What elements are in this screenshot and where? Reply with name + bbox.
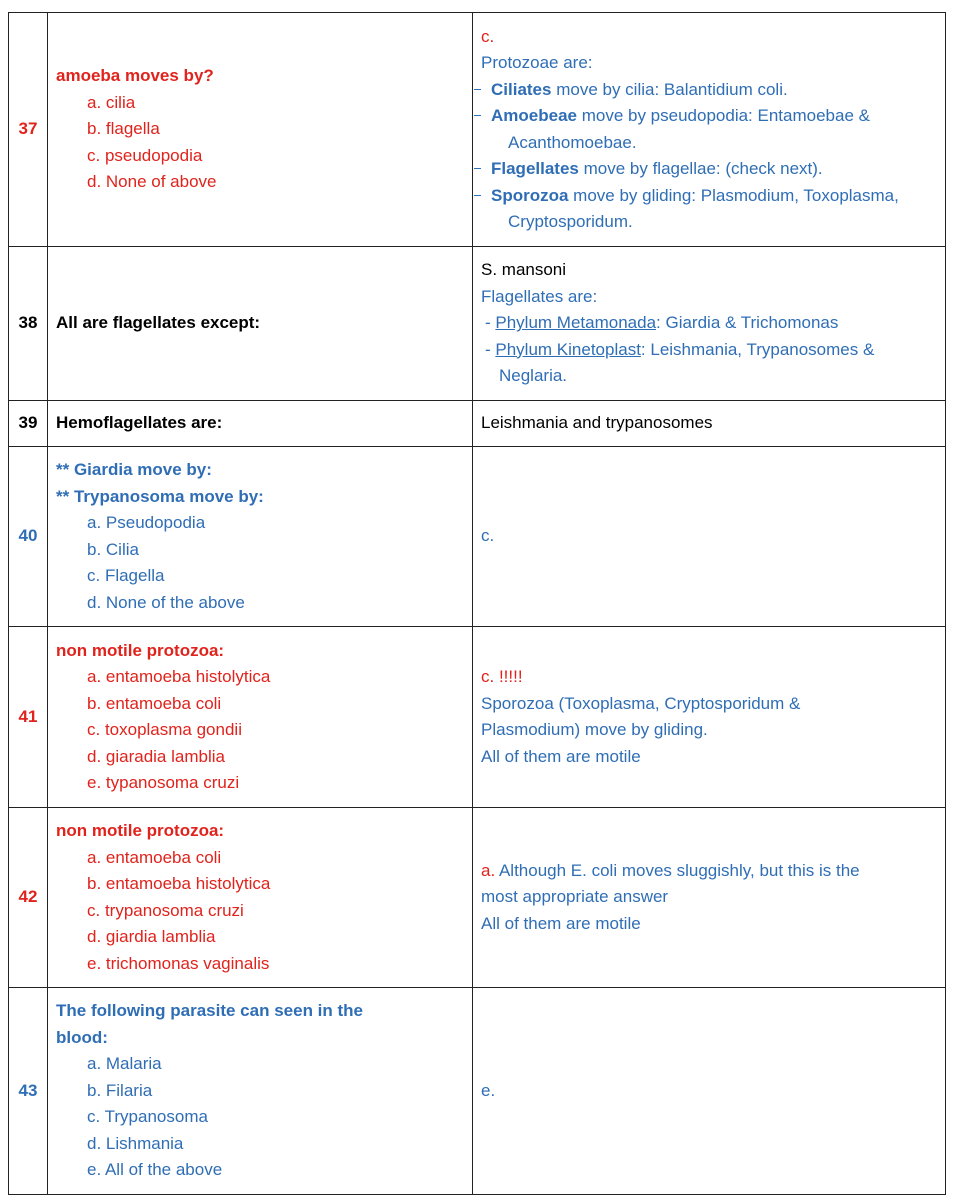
question-number: 40	[9, 447, 48, 627]
question-text: non motile protozoa:	[56, 821, 225, 840]
answer-cell	[473, 13, 946, 247]
table-row	[9, 988, 946, 1195]
table-row	[9, 447, 946, 627]
phylum-name: Phylum Metamonada	[495, 313, 657, 333]
question-cell	[48, 988, 473, 1195]
option-item: d. None of above	[87, 172, 217, 192]
answer-cell	[473, 808, 946, 988]
option-item: c. Flagella	[87, 566, 165, 585]
question-number: 39	[9, 401, 48, 447]
option-item: a. entamoeba coli	[87, 847, 222, 867]
option-item: a. Pseudopodia	[87, 513, 206, 532]
option-item: b. entamoeba histolytica	[87, 874, 271, 893]
answer-intro: Flagellates are:	[481, 286, 598, 306]
option-item: d. None of the above	[87, 592, 245, 612]
bullet-text: move by pseudopodia: Entamoebae &	[576, 106, 870, 125]
answer-main: e.	[481, 1080, 496, 1100]
option-item: c. Trypanosoma	[87, 1107, 208, 1127]
phylum-members: : Giardia & Trichomonas	[656, 313, 839, 333]
answer-line: All of them are motile	[481, 746, 641, 766]
answer-bullet	[481, 103, 937, 130]
question-text: All are flagellates except:	[56, 313, 261, 333]
question-text: amoeba moves by?	[56, 66, 214, 86]
answer-line: All of them are motile	[481, 913, 641, 933]
answer-main: S. mansoni	[481, 260, 567, 280]
answer-cell	[473, 988, 946, 1195]
question-cell	[48, 447, 473, 627]
option-item: a. Malaria	[87, 1054, 162, 1074]
option-item: d. giardia lamblia	[87, 927, 216, 946]
option-item: a. entamoeba histolytica	[87, 667, 271, 686]
option-item: c. trypanosoma cruzi	[87, 900, 244, 920]
answer-first-line	[481, 858, 937, 885]
question-cell	[48, 13, 473, 247]
option-item: d. giaradia lamblia	[87, 746, 225, 766]
answer-intro: Protozoae are:	[481, 53, 593, 72]
option-item: b. flagella	[87, 119, 160, 139]
question-text: Hemoflagellates are:	[56, 413, 223, 433]
question-number: 37	[9, 13, 48, 247]
question-cell	[48, 627, 473, 808]
question-number: 38	[9, 247, 48, 401]
question-text: The following parasite can seen in the	[56, 1001, 364, 1021]
question-cell	[48, 401, 473, 447]
question-number: 43	[9, 988, 48, 1195]
answer-main: c.	[481, 526, 495, 546]
answer-letter: c.	[481, 26, 495, 46]
table-row	[9, 247, 946, 401]
item-continuation: Neglaria.	[499, 366, 568, 386]
answer-cell	[473, 401, 946, 447]
bullet-continuation: Cryptosporidum.	[508, 212, 633, 231]
answer-cell	[473, 627, 946, 808]
answer-bullet	[481, 156, 937, 183]
option-item: b. Cilia	[87, 539, 139, 559]
bullet-text: move by flagellae: (check next).	[578, 159, 823, 178]
answer-item: - Phylum Kinetoplast: Leishmania, Trypanosomes &	[485, 339, 875, 359]
answer-line: Plasmodium) move by gliding.	[481, 720, 708, 739]
question-number: 42	[9, 808, 48, 988]
answer-text: Although E. coli moves sluggishly, but this is the	[495, 860, 860, 880]
answer-bullet	[481, 77, 937, 104]
option-item: b. entamoeba coli	[87, 693, 222, 713]
phylum-name: Phylum Kinetoplast	[495, 339, 641, 359]
phylum-members: : Leishmania, Trypanosomes &	[640, 339, 875, 359]
table-row	[9, 401, 946, 447]
question-text: ** Giardia move by:	[56, 460, 212, 479]
option-item: e. All of the above	[87, 1160, 223, 1180]
answer-line: Sporozoa (Toxoplasma, Cryptosporidum &	[481, 693, 801, 713]
option-item: e. typanosoma cruzi	[87, 773, 240, 792]
questions-table	[8, 12, 946, 1195]
question-text: ** Trypanosoma move by:	[56, 486, 264, 506]
answer-line: most appropriate answer	[481, 887, 669, 907]
table-row	[9, 627, 946, 808]
option-item: e. trichomonas vaginalis	[87, 953, 270, 973]
option-item: c. pseudopodia	[87, 145, 203, 165]
bullet-term: Amoebeae	[491, 106, 577, 125]
bullet-term: Sporozoa	[491, 185, 569, 205]
question-cell	[48, 808, 473, 988]
answer-letter: c. !!!!!	[481, 667, 523, 686]
bullet-text: move by cilia: Balantidium coli.	[551, 79, 788, 99]
bullet-term: Ciliates	[491, 79, 552, 99]
answer-bullet	[481, 183, 937, 210]
table-row	[9, 13, 946, 247]
answer-item: - Phylum Metamonada: Giardia & Trichomonas	[485, 313, 839, 333]
answer-letter: a.	[481, 860, 496, 880]
question-number: 41	[9, 627, 48, 808]
option-item: d. Lishmania	[87, 1133, 184, 1153]
option-item: b. Filaria	[87, 1080, 153, 1100]
option-item: c. toxoplasma gondii	[87, 720, 242, 739]
table-row	[9, 808, 946, 988]
bullet-text: move by gliding: Plasmodium, Toxoplasma,	[568, 185, 899, 205]
answer-cell	[473, 247, 946, 401]
bullet-continuation: Acanthomoebae.	[508, 132, 637, 152]
answer-main: Leishmania and trypanosomes	[481, 413, 713, 433]
bullet-term: Flagellates	[491, 159, 579, 178]
option-item: a. cilia	[87, 92, 136, 112]
question-text: non motile protozoa:	[56, 640, 225, 660]
answer-cell	[473, 447, 946, 627]
question-cell	[48, 247, 473, 401]
question-text: blood:	[56, 1027, 108, 1047]
